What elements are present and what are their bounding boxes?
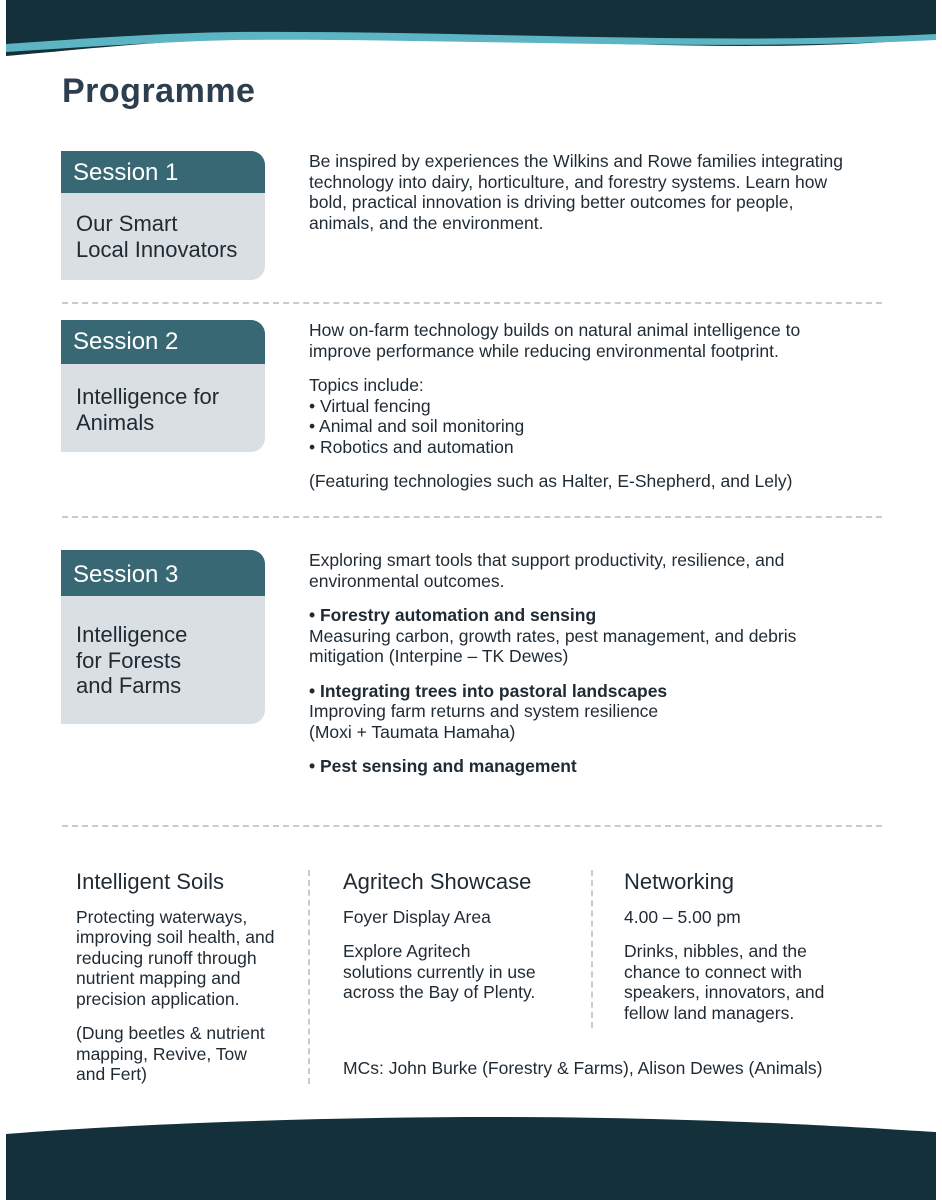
column-line: mapping, Revive, Tow [76,1043,247,1064]
networking-time: 4.00 – 5.00 pm [624,906,741,927]
description-line: bold, practical innovation is driving better outcomes for people, [309,192,794,212]
featuring-note: (Featuring technologies such as Halter, E-Shepherd, and Lely) [309,471,793,491]
session-2-title [61,364,265,436]
column-line: speakers, innovators, and [624,982,825,1002]
topic-item: • Animal and soil monitoring [309,416,525,436]
topics-heading: Topics include: [309,375,424,395]
session-1-title-line: Local Innovators [76,237,238,262]
section-divider [62,516,882,518]
section-divider [62,302,882,304]
description-line: environmental outcomes. [309,570,505,591]
item-heading: • Pest sensing and management [309,756,577,776]
networking-column [624,869,884,1023]
column-divider [591,870,593,1028]
column-line: chance to connect with [624,961,803,982]
column-divider [308,870,310,1084]
bottom-wave-band [6,1112,936,1200]
item-line: (Moxi + Taumata Hamaha) [309,721,516,742]
agritech-showcase-column [343,869,583,1003]
session-3-card [61,550,265,724]
column-line: nutrient mapping and [76,968,241,988]
session-2-title-line: Animals [76,410,155,435]
session-3-title-line: and Farms [76,673,182,698]
item-line: Improving farm returns and system resilience [309,701,659,721]
topic-item: • Virtual fencing [309,395,431,416]
column-line: improving soil health, and [76,927,275,947]
session-3-title-line: for Forests [76,647,182,673]
topic-item: • Robotics and automation [309,436,514,457]
intelligent-soils-column [76,869,301,1085]
session-2-label: Session 2 [61,320,265,364]
session-2-description [309,320,899,492]
description-line: technology into dairy, horticulture, and forestry systems. Learn how [309,171,828,192]
session-1-label: Session 1 [61,151,265,193]
column-line: Drinks, nibbles, and the [624,941,807,961]
description-line: improve performance while reducing environmental footprint. [309,340,779,361]
item-line: Measuring carbon, growth rates, pest management, and debris [309,625,797,646]
column-line: and Fert) [76,1064,147,1084]
column-line: solutions currently in use [343,961,536,982]
showcase-location: Foyer Display Area [343,906,491,927]
page-title: Programme [62,72,256,110]
item-line: mitigation (Interpine – TK Dewes) [309,646,569,666]
column-line: reducing runoff through [76,947,257,968]
session-3-title [61,596,265,699]
programme-page [6,0,936,1200]
session-2-card [61,320,265,452]
item-heading: • Integrating trees into pastoral landscapes [309,680,668,701]
description-line: animals, and the environment. [309,212,544,233]
column-title: Intelligent Soils [76,869,224,894]
session-3-description [309,550,899,777]
column-title: Networking [624,869,735,894]
session-3-label: Session 3 [61,550,265,596]
description-line: How on-farm technology builds on natural animal intelligence to [309,320,801,340]
column-line: Protecting waterways, [76,906,248,927]
column-line: (Dung beetles & nutrient [76,1023,265,1043]
top-wave-band [6,0,936,70]
section-divider [62,825,882,827]
column-line: across the Bay of Plenty. [343,982,536,1002]
item-heading: • Forestry automation and sensing [309,605,597,625]
column-line: Explore Agritech [343,941,471,961]
column-title: Agritech Showcase [343,869,532,894]
column-line: fellow land managers. [624,1002,795,1023]
session-1-description [309,151,899,233]
session-1-card [61,151,265,280]
description-line: Be inspired by experiences the Wilkins and Rowe families integrating [309,151,844,171]
mcs-line: MCs: John Burke (Forestry & Farms), Alison Dewes (Animals) [343,1058,823,1078]
session-1-title [61,193,265,263]
column-line: precision application. [76,988,240,1009]
session-3-title-line: Intelligence [76,622,188,647]
description-line: Exploring smart tools that support productivity, resilience, and [309,550,785,570]
session-1-title-line: Our Smart [76,211,178,236]
session-2-title-line: Intelligence for [76,384,220,409]
